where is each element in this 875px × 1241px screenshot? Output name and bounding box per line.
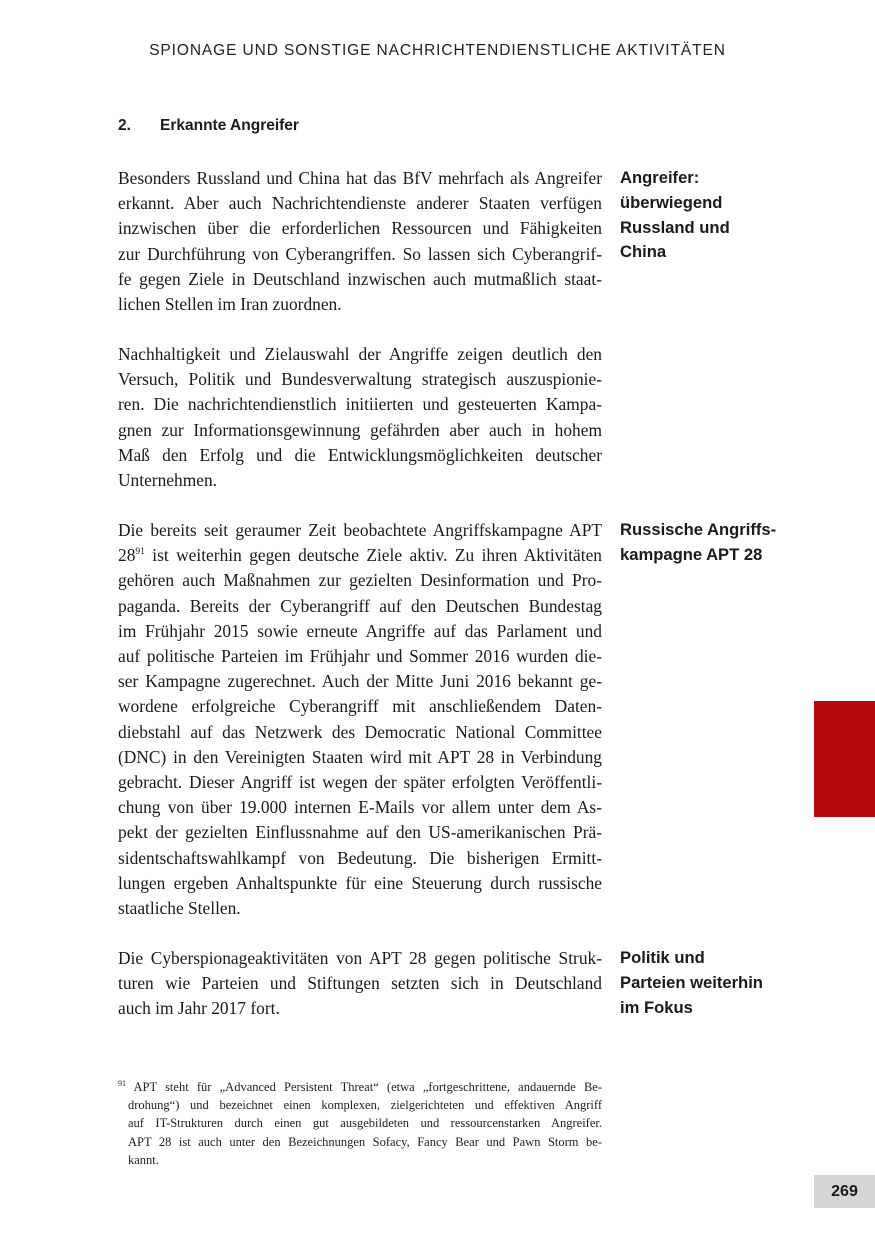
text-line: wordene erfolgreiche Cyberangriff mit anschließendem Daten- xyxy=(118,696,602,717)
margin-note-line: Parteien weiterhin xyxy=(620,972,763,992)
section-number: 2. xyxy=(118,117,131,134)
margin-note-line: Russland und xyxy=(620,217,730,237)
footnote-line: auf IT-Strukturen durch einen gut ausgebildeten und ressourcenstarken Angreifer. xyxy=(128,1116,602,1131)
footnote-line: APT 28 ist auch unter den Bezeichnungen Sofacy, Fancy Bear und Pawn Storm be- xyxy=(128,1134,602,1149)
margin-note-line: überwiegend xyxy=(620,192,723,212)
text-line: erkannt. Aber auch Nachrichtendienste anderer Staaten verfügen xyxy=(118,193,602,214)
text-line: auf politische Parteien im Frühjahr und Sommer 2016 wurden die- xyxy=(118,646,602,667)
margin-note-line: Angreifer: xyxy=(620,168,700,187)
section-heading xyxy=(118,117,299,135)
footnote-line: drohung“) und bezeichnet einen komplexen, zielgerichteten und effektiven Angriff xyxy=(128,1098,602,1113)
text-line: Besonders Russland und China hat das BfV mehrfach als Angreifer xyxy=(118,168,602,188)
text-line: paganda. Bereits der Cyberangriff auf den Deutschen Bundestag xyxy=(118,595,602,616)
text-line: diebstahl auf das Netzwerk des Democratic National Committee xyxy=(118,721,602,742)
section-title: Erkannte Angreifer xyxy=(160,117,299,134)
text-line: lungen ergeben Anhaltspunkte für eine Steuerung durch russische xyxy=(118,872,602,893)
text-fragment: ist weiterhin gegen deutsche Ziele aktiv. Zu ihren Aktivitäten xyxy=(144,545,602,566)
text-line: Unternehmen. xyxy=(118,470,217,491)
text-line: Nachhaltigkeit und Zielauswahl der Angriffe zeigen deutlich den xyxy=(118,344,602,364)
margin-note-line: Politik und xyxy=(620,948,705,967)
text-line: turen wie Parteien und Stiftungen setzten sich in Deutschland xyxy=(118,973,602,994)
text-line: auch im Jahr 2017 fort. xyxy=(118,998,280,1019)
margin-note-attackers xyxy=(620,166,790,265)
text-line: ser Kampagne zugerechnet. Auch der Mitte Juni 2016 bekannt ge- xyxy=(118,671,602,692)
footnote xyxy=(118,1078,602,1169)
text-line: Versuch, Politik und Bundesverwaltung strategisch auszuspionie- xyxy=(118,369,602,390)
text-line xyxy=(118,543,602,568)
text-line: staatliche Stellen. xyxy=(118,898,241,919)
text-line: pekt der gezielten Einflussnahme auf den US-amerikanischen Prä- xyxy=(118,822,602,843)
text-line: ren. Die nachrichtendienstlich initiierten und gesteuerten Kampa- xyxy=(118,394,602,415)
footnote-reference: 91 xyxy=(135,547,145,558)
margin-note-politics xyxy=(620,946,790,1020)
margin-note-apt28 xyxy=(620,518,790,568)
text-line: (DNC) in den Vereinigten Staaten wird mit APT 28 in Verbindung xyxy=(118,746,602,767)
text-line: gehören auch Maßnahmen zur gezielten Desinformation und Pro- xyxy=(118,570,602,591)
margin-note-line: im Fokus xyxy=(620,997,693,1017)
footnote-line: kannt. xyxy=(128,1152,159,1167)
margin-note-line: Russische Angriffs- xyxy=(620,520,777,539)
body-paragraph-3 xyxy=(118,518,602,921)
text-line: fe gegen Ziele in Deutschland inzwischen auch mutmaßlich staat- xyxy=(118,268,602,289)
margin-note-line: kampagne APT 28 xyxy=(620,544,763,564)
text-line: Maß den Erfolg und die Entwicklungsmöglichkeiten deutscher xyxy=(118,444,602,465)
text-line: sidentschaftswahlkampf von Bedeutung. Die bisherigen Ermitt- xyxy=(118,847,602,868)
page-number: 269 xyxy=(814,1175,875,1208)
text-fragment: APT steht für „Advanced Persistent Threat“ (etwa „fortgeschrittene, andauernde Be- xyxy=(126,1080,602,1094)
footnote-mark: 91 xyxy=(118,1078,126,1088)
text-line: gnen zur Informationsgewinnung gefährden aber auch in hohem xyxy=(118,419,602,440)
text-line: Die Cyberspionageaktivitäten von APT 28 gegen politische Struk- xyxy=(118,948,602,968)
text-line: lichen Stellen im Iran zuordnen. xyxy=(118,294,342,315)
body-paragraph-4 xyxy=(118,946,602,1022)
text-fragment: 28 xyxy=(118,545,136,566)
text-line: gebracht. Dieser Angriff ist wegen der später erfolgten Veröffentli- xyxy=(118,772,602,793)
body-paragraph-2 xyxy=(118,342,602,493)
chapter-tab-marker xyxy=(814,701,875,817)
body-paragraph-1 xyxy=(118,166,602,317)
text-line: chung von über 19.000 internen E-Mails vor allem unter dem As- xyxy=(118,797,602,818)
text-line: Die bereits seit geraumer Zeit beobachtete Angriffskampagne APT xyxy=(118,520,602,540)
text-line: zur Durchführung von Cyberangriffen. So lassen sich Cyberangrif- xyxy=(118,243,602,264)
footnote-line xyxy=(118,1078,602,1096)
text-line: inzwischen über die erforderlichen Ressourcen und Fähigkeiten xyxy=(118,218,602,239)
text-line: im Frühjahr 2015 sowie erneute Angriffe auf das Parlament und xyxy=(118,620,602,641)
running-head: SPIONAGE UND SONSTIGE NACHRICHTENDIENSTLICHE AKTIVITÄTEN xyxy=(149,42,726,59)
margin-note-line: China xyxy=(620,242,667,262)
